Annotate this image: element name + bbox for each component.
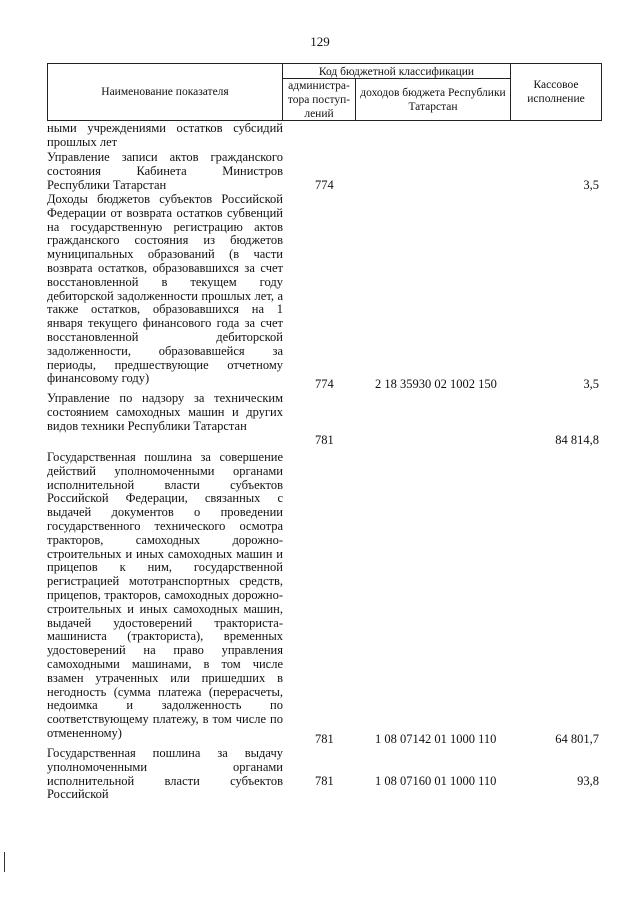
column-header-cash (510, 63, 602, 121)
admin-code: 774 (315, 178, 334, 192)
column-header-admin (282, 78, 356, 121)
indicator-name: Управление записи актов гражданского состояния Кабинета Министров Республики Татарстан (47, 150, 283, 192)
column-header-cash-label: Кассовое исполнение (527, 79, 585, 105)
indicator-name: Государственная пошлина за совершение действий уполномоченными органами исполнительной власти субъектов Российской Федерации, связанных с выдачей документов о проведении государственного технического осмотра тракторов, самоходных дорожно-строительных и иных самоходных машин и прицепов к ним, государственной регистрацией мототранспортных средств, прицепов, тракторов, самоходных дорожно-строительных и иных самоходных машин, выдачей удостоверений тракториста-машиниста (тракториста), временных удостоверений на право управления самоходными машинами, в том числе взамен утраченных или пришедших в негодность (сумма платежа (перерасчеты, недоимка и задолженность по соответствующему платежу, в том числе по отмененному) (47, 450, 283, 740)
cash-amount: 84 814,8 (555, 433, 599, 447)
indicator-name: Управление по надзору за техническим состоянием самоходных машин и других видов техники Республики Татарстан (47, 391, 283, 433)
income-code: 1 08 07142 01 1000 110 (375, 732, 497, 746)
income-code: 2 18 35930 02 1002 150 (375, 377, 497, 391)
cash-amount: 3,5 (583, 178, 599, 192)
indicator-name: ными учреждениями остатков субсидий прошлых лет (47, 121, 283, 149)
column-header-name-label: Наименование показателя (101, 86, 229, 98)
cash-amount: 3,5 (583, 377, 599, 391)
income-code: 1 08 07160 01 1000 110 (375, 774, 497, 788)
admin-code: 781 (315, 732, 334, 746)
margin-mark (4, 852, 5, 872)
indicator-name: Доходы бюджетов субъектов Российской Федерации от возврата остатков субвенций на государственную регистрацию актов гражданского состояния из бюджетов муниципальных образований (в части возврата остатков, образовавшихся за счет восстановленной в текущем году дебиторской задолженности прошлых лет, а также остатков, образовавшихся на 1 января текущего финансового года за счет восстановленной дебиторской задолженности, образовавшейся за периоды, предшествующие отчетному финансовому году) (47, 192, 283, 386)
admin-code: 781 (315, 433, 334, 447)
admin-code: 774 (315, 377, 334, 391)
column-header-admin-label: администра-тора поступ-лений (287, 79, 351, 120)
column-header-code-group (282, 63, 511, 79)
column-header-income (355, 78, 511, 121)
indicator-name: Государственная пошлина за выдачу уполномоченными органами исполнительной власти субъектов Российской (47, 746, 283, 802)
admin-code: 781 (315, 774, 334, 788)
cash-amount: 64 801,7 (555, 732, 599, 746)
column-header-code-group-label: Код бюджетной классификации (318, 65, 475, 78)
column-header-income-label: доходов бюджета Республики Татарстан (360, 86, 506, 113)
column-header-name (47, 63, 283, 121)
page-number: 129 (310, 34, 330, 49)
cash-amount: 93,8 (577, 774, 599, 788)
